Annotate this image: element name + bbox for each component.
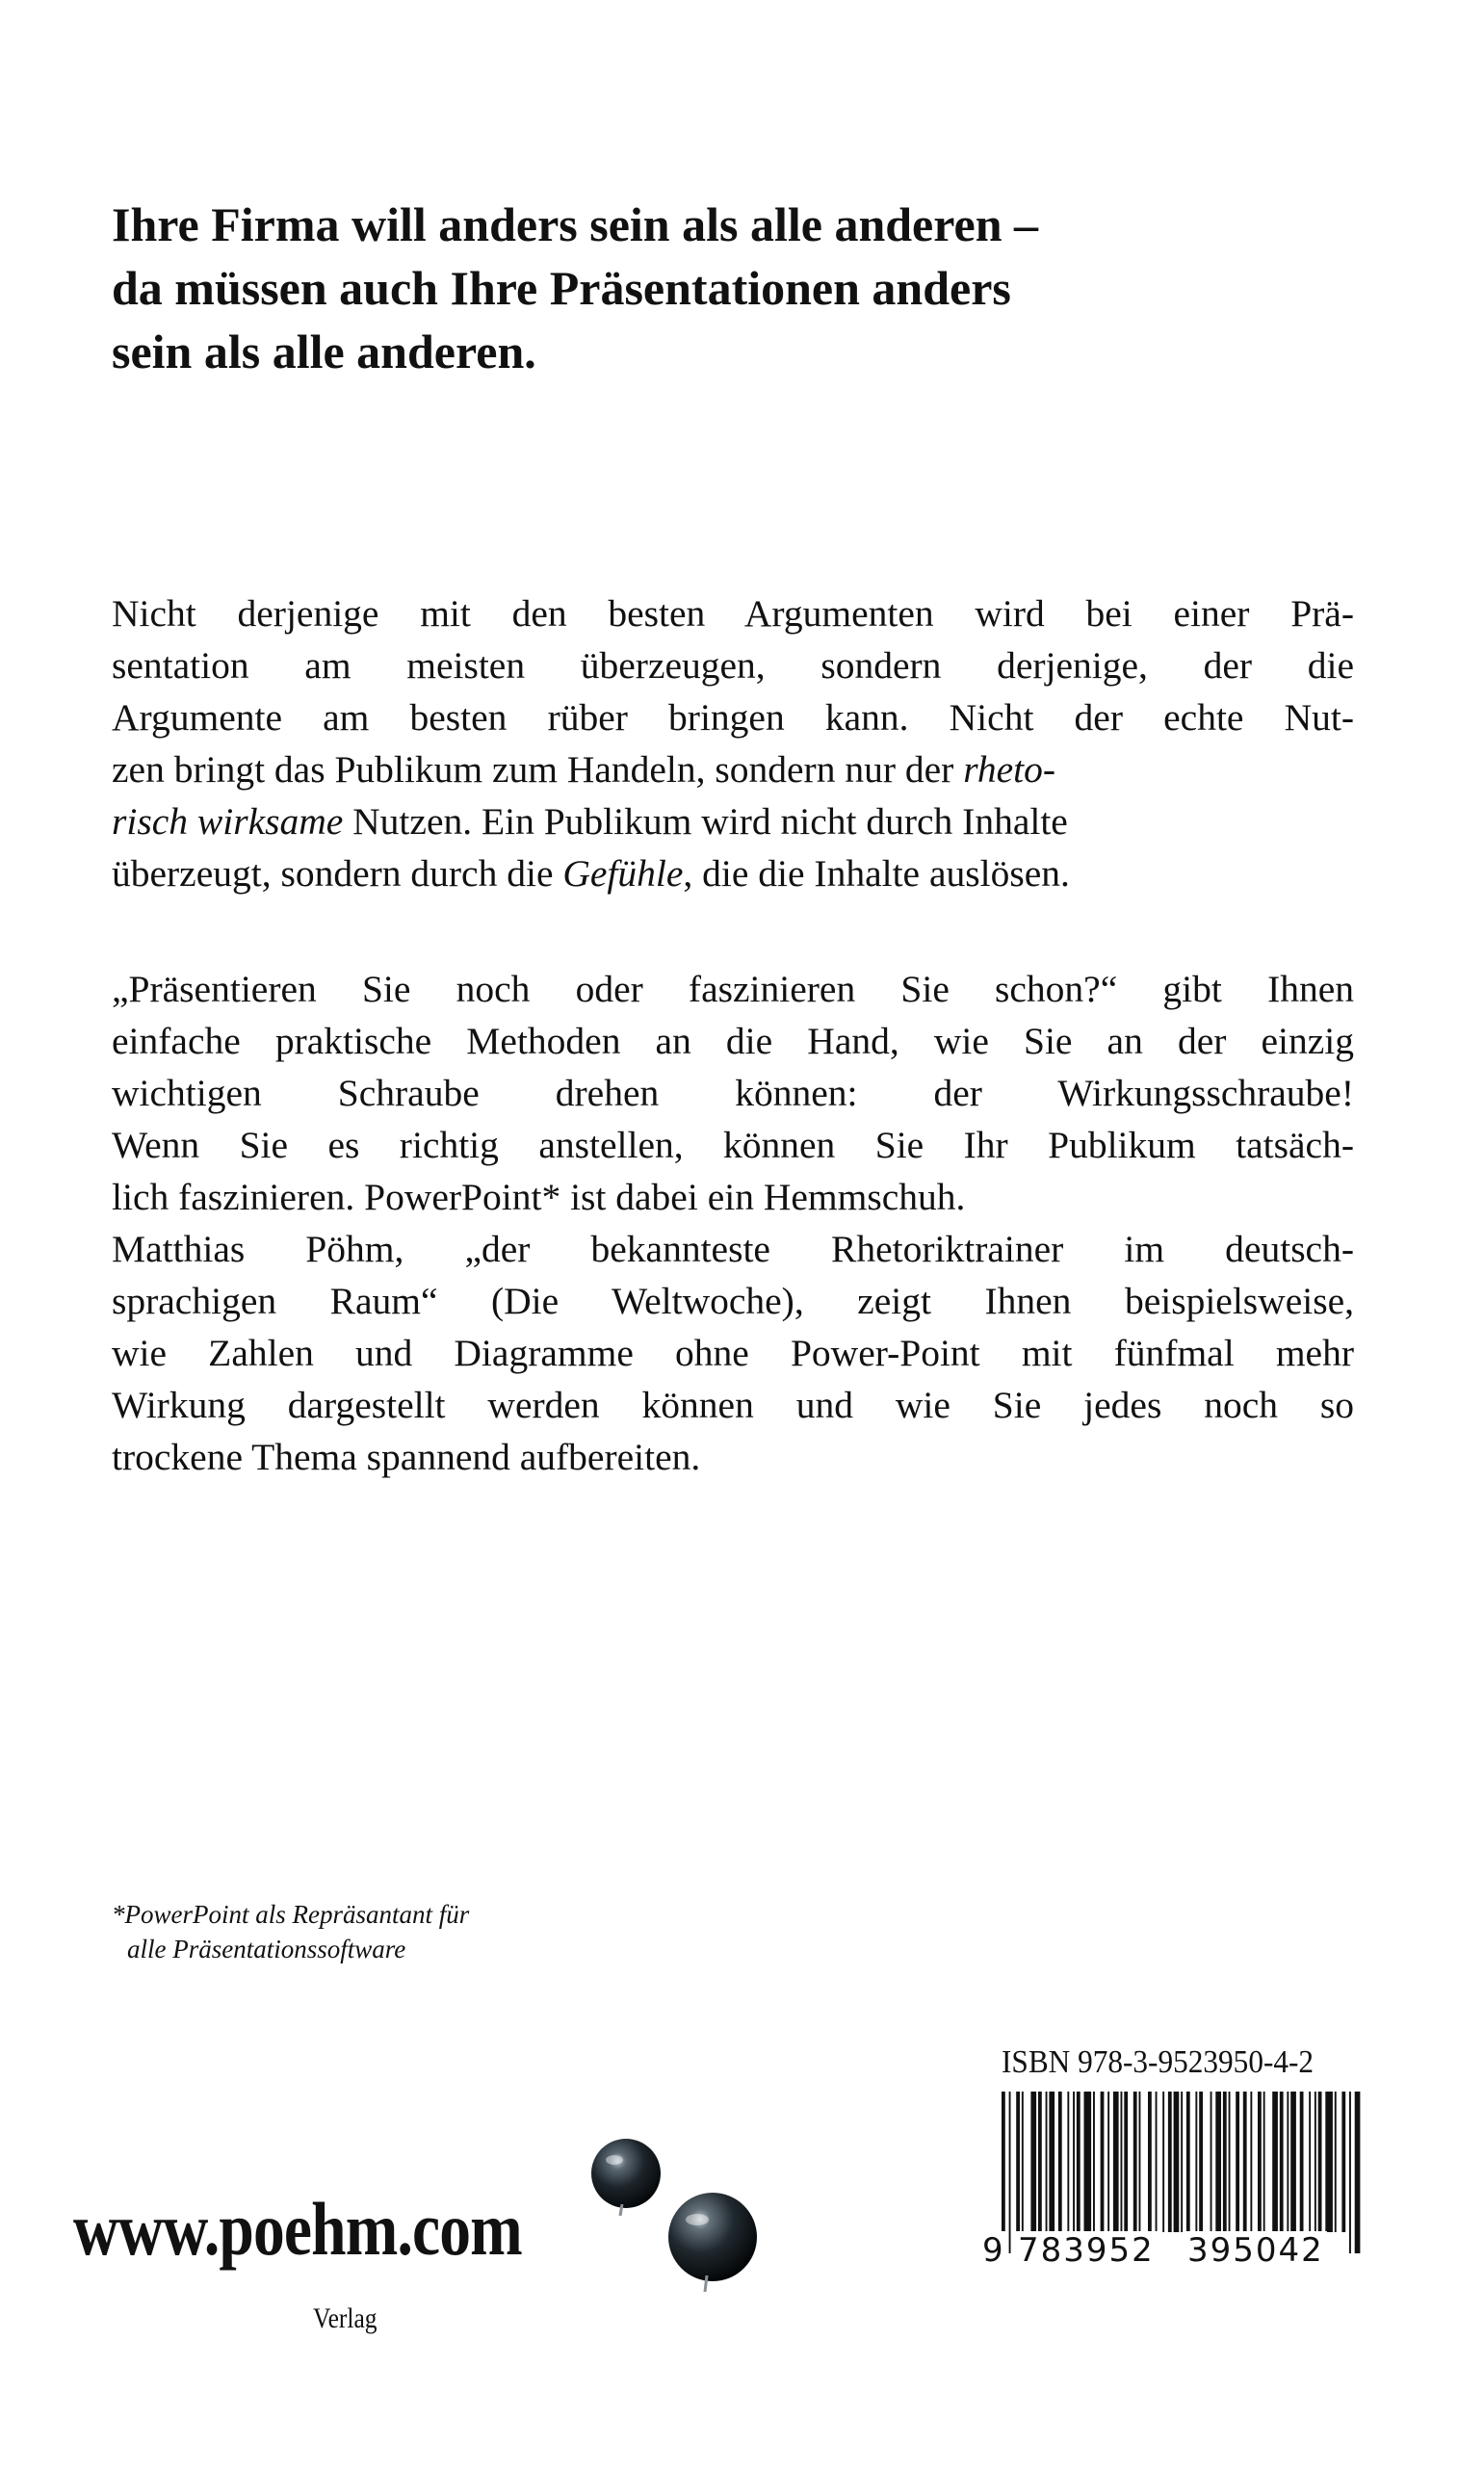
barcode-bar <box>1229 2092 1231 2232</box>
emphasis-text: rheto- <box>963 748 1056 791</box>
barcode-bar <box>1148 2092 1152 2232</box>
paragraph-line: Wirkung dargestellt werden können und wie Sie jedes noch so <box>112 1384 1354 1426</box>
barcode-bar <box>1325 2092 1333 2232</box>
paragraph-line: sentation am meisten überzeugen, sondern derjenige, der die <box>112 644 1354 687</box>
paragraph-line: einfache praktische Methoden an die Hand, wie Sie an der einzig <box>112 1020 1354 1062</box>
footnote-line-1: *PowerPoint als Repräsantant für <box>112 1900 470 1929</box>
footnote <box>112 1897 469 1966</box>
barcode-bar <box>1101 2092 1105 2232</box>
barcode-bar <box>1287 2092 1289 2232</box>
barcode-bar <box>1113 2092 1119 2232</box>
barcode-bar <box>1315 2092 1316 2232</box>
barcode-bar <box>1300 2092 1304 2232</box>
barcode-bar <box>1002 2092 1005 2253</box>
barcode-bar <box>1215 2092 1221 2232</box>
barcode-bar <box>1195 2092 1197 2232</box>
barcode-bar <box>1107 2092 1109 2232</box>
text-run: zen bringt das Publikum zum Handeln, sondern nur der <box>112 748 964 791</box>
barcode-bar <box>1084 2092 1092 2232</box>
paragraph-line <box>112 847 1354 899</box>
barcode-bar <box>1156 2092 1158 2232</box>
barcode-digits-right: 395042 <box>1185 2231 1327 2270</box>
pearls-logo-icon <box>578 2123 790 2306</box>
footnote-line-2: alle Präsentationssoftware <box>127 1935 406 1963</box>
barcode-bar <box>1318 2092 1322 2232</box>
barcode-bar <box>1016 2092 1020 2232</box>
barcode-bar <box>1077 2092 1080 2232</box>
barcode-bar <box>1341 2092 1345 2232</box>
headline-line-2: da müssen auch Ihre Präsentationen anders <box>112 261 1011 315</box>
headline <box>112 193 1383 383</box>
pearl-small <box>591 2139 661 2208</box>
barcode-bar <box>1139 2092 1141 2232</box>
paragraph-line: trockene Thema spannend aufbereiten. <box>112 1436 701 1478</box>
barcode-bar <box>1073 2092 1075 2232</box>
text-run: , die die Inhalte auslösen. <box>683 852 1070 895</box>
barcode-bar <box>1199 2092 1203 2253</box>
paragraph-line: Wenn Sie es richtig anstellen, können Sie Ihr Publikum tatsäch- <box>112 1124 1354 1166</box>
barcode-bar <box>1168 2092 1172 2232</box>
barcode-bar <box>1186 2092 1190 2232</box>
barcode-bar <box>1309 2092 1311 2232</box>
barcode-bar <box>1133 2092 1137 2232</box>
paragraph-line: sprachigen Raum“ (Die Weltwoche), zeigt Ihnen beispielsweise, <box>112 1280 1354 1322</box>
barcode-bar <box>1280 2092 1284 2232</box>
barcode-digits-left: 783952 <box>1015 2231 1158 2270</box>
publisher-label: Verlag <box>313 2302 378 2334</box>
barcode-bar <box>1211 2092 1212 2253</box>
emphasis-text: Gefühle <box>562 852 684 895</box>
headline-line-1: Ihre Firma will anders sein als alle anderen – <box>112 197 1039 251</box>
barcode-bar <box>1093 2092 1095 2232</box>
barcode-bar <box>1258 2092 1262 2232</box>
barcode-bar <box>1067 2092 1069 2232</box>
headline-line-3: sein als alle anderen. <box>112 325 536 378</box>
paragraph-line: Nicht derjenige mit den besten Argumenten wird bei einer Prä- <box>112 592 1354 635</box>
barcode-bar <box>1009 2092 1011 2253</box>
barcode-bar <box>1022 2092 1024 2232</box>
paragraph-intro <box>112 587 1354 899</box>
text-run: überzeugt, sondern durch die <box>112 852 563 895</box>
pearl-large <box>668 2193 757 2281</box>
barcode-bar <box>1272 2092 1278 2232</box>
barcode-bar <box>1046 2092 1048 2232</box>
paragraph-line: Argumente am besten rüber bringen kann. Nicht der echte Nut- <box>112 696 1354 739</box>
barcode-bar <box>1250 2092 1252 2232</box>
barcode-digit-first: 9 <box>982 2231 1007 2270</box>
barcode-bar <box>1263 2092 1265 2232</box>
paragraph-line <box>112 795 1354 847</box>
paragraph-line <box>112 743 1354 795</box>
barcode-bar <box>1058 2092 1062 2232</box>
barcode-bar <box>1174 2092 1180 2232</box>
paragraph-line: lich faszinieren. PowerPoint* ist dabei ein Hemmschuh. <box>112 1176 966 1218</box>
barcode-bar <box>1349 2092 1351 2253</box>
text-run: Nutzen. Ein Publikum wird nicht durch Inhalte <box>343 800 1068 843</box>
barcode-bar <box>1049 2092 1054 2232</box>
barcode-bar <box>1290 2092 1296 2232</box>
barcode-bar <box>1030 2092 1036 2232</box>
barcode-icon <box>982 2092 1367 2253</box>
paragraph-line: „Präsentieren Sie noch oder faszinieren Sie schon?“ gibt Ihnen <box>112 968 1354 1010</box>
emphasis-text: risch wirksame <box>112 800 344 843</box>
barcode-bar <box>1121 2092 1123 2232</box>
barcode-bar <box>1335 2092 1337 2232</box>
barcode-bar <box>1236 2092 1239 2232</box>
paragraph-description <box>112 963 1354 1483</box>
paragraph-line: wie Zahlen und Diagramme ohne Power-Point mit fünfmal mehr <box>112 1332 1354 1374</box>
paragraph-line: Matthias Pöhm, „der bekannteste Rhetoriktrainer im deutsch- <box>112 1228 1354 1270</box>
barcode-bar <box>1124 2092 1128 2232</box>
barcode-bar <box>1355 2092 1361 2253</box>
barcode-bar <box>1181 2092 1183 2232</box>
barcode-bar <box>1038 2092 1042 2232</box>
barcode-bar <box>1243 2092 1247 2232</box>
isbn-label: ISBN 978-3-9523950-4-2 <box>1002 2044 1315 2080</box>
publisher-website[interactable]: www.poehm.com <box>73 2187 522 2271</box>
paragraph-line: wichtigen Schraube drehen können: der Wirkungsschraube! <box>112 1072 1354 1114</box>
barcode-bar <box>1223 2092 1227 2232</box>
barcode-bar <box>1162 2092 1164 2232</box>
